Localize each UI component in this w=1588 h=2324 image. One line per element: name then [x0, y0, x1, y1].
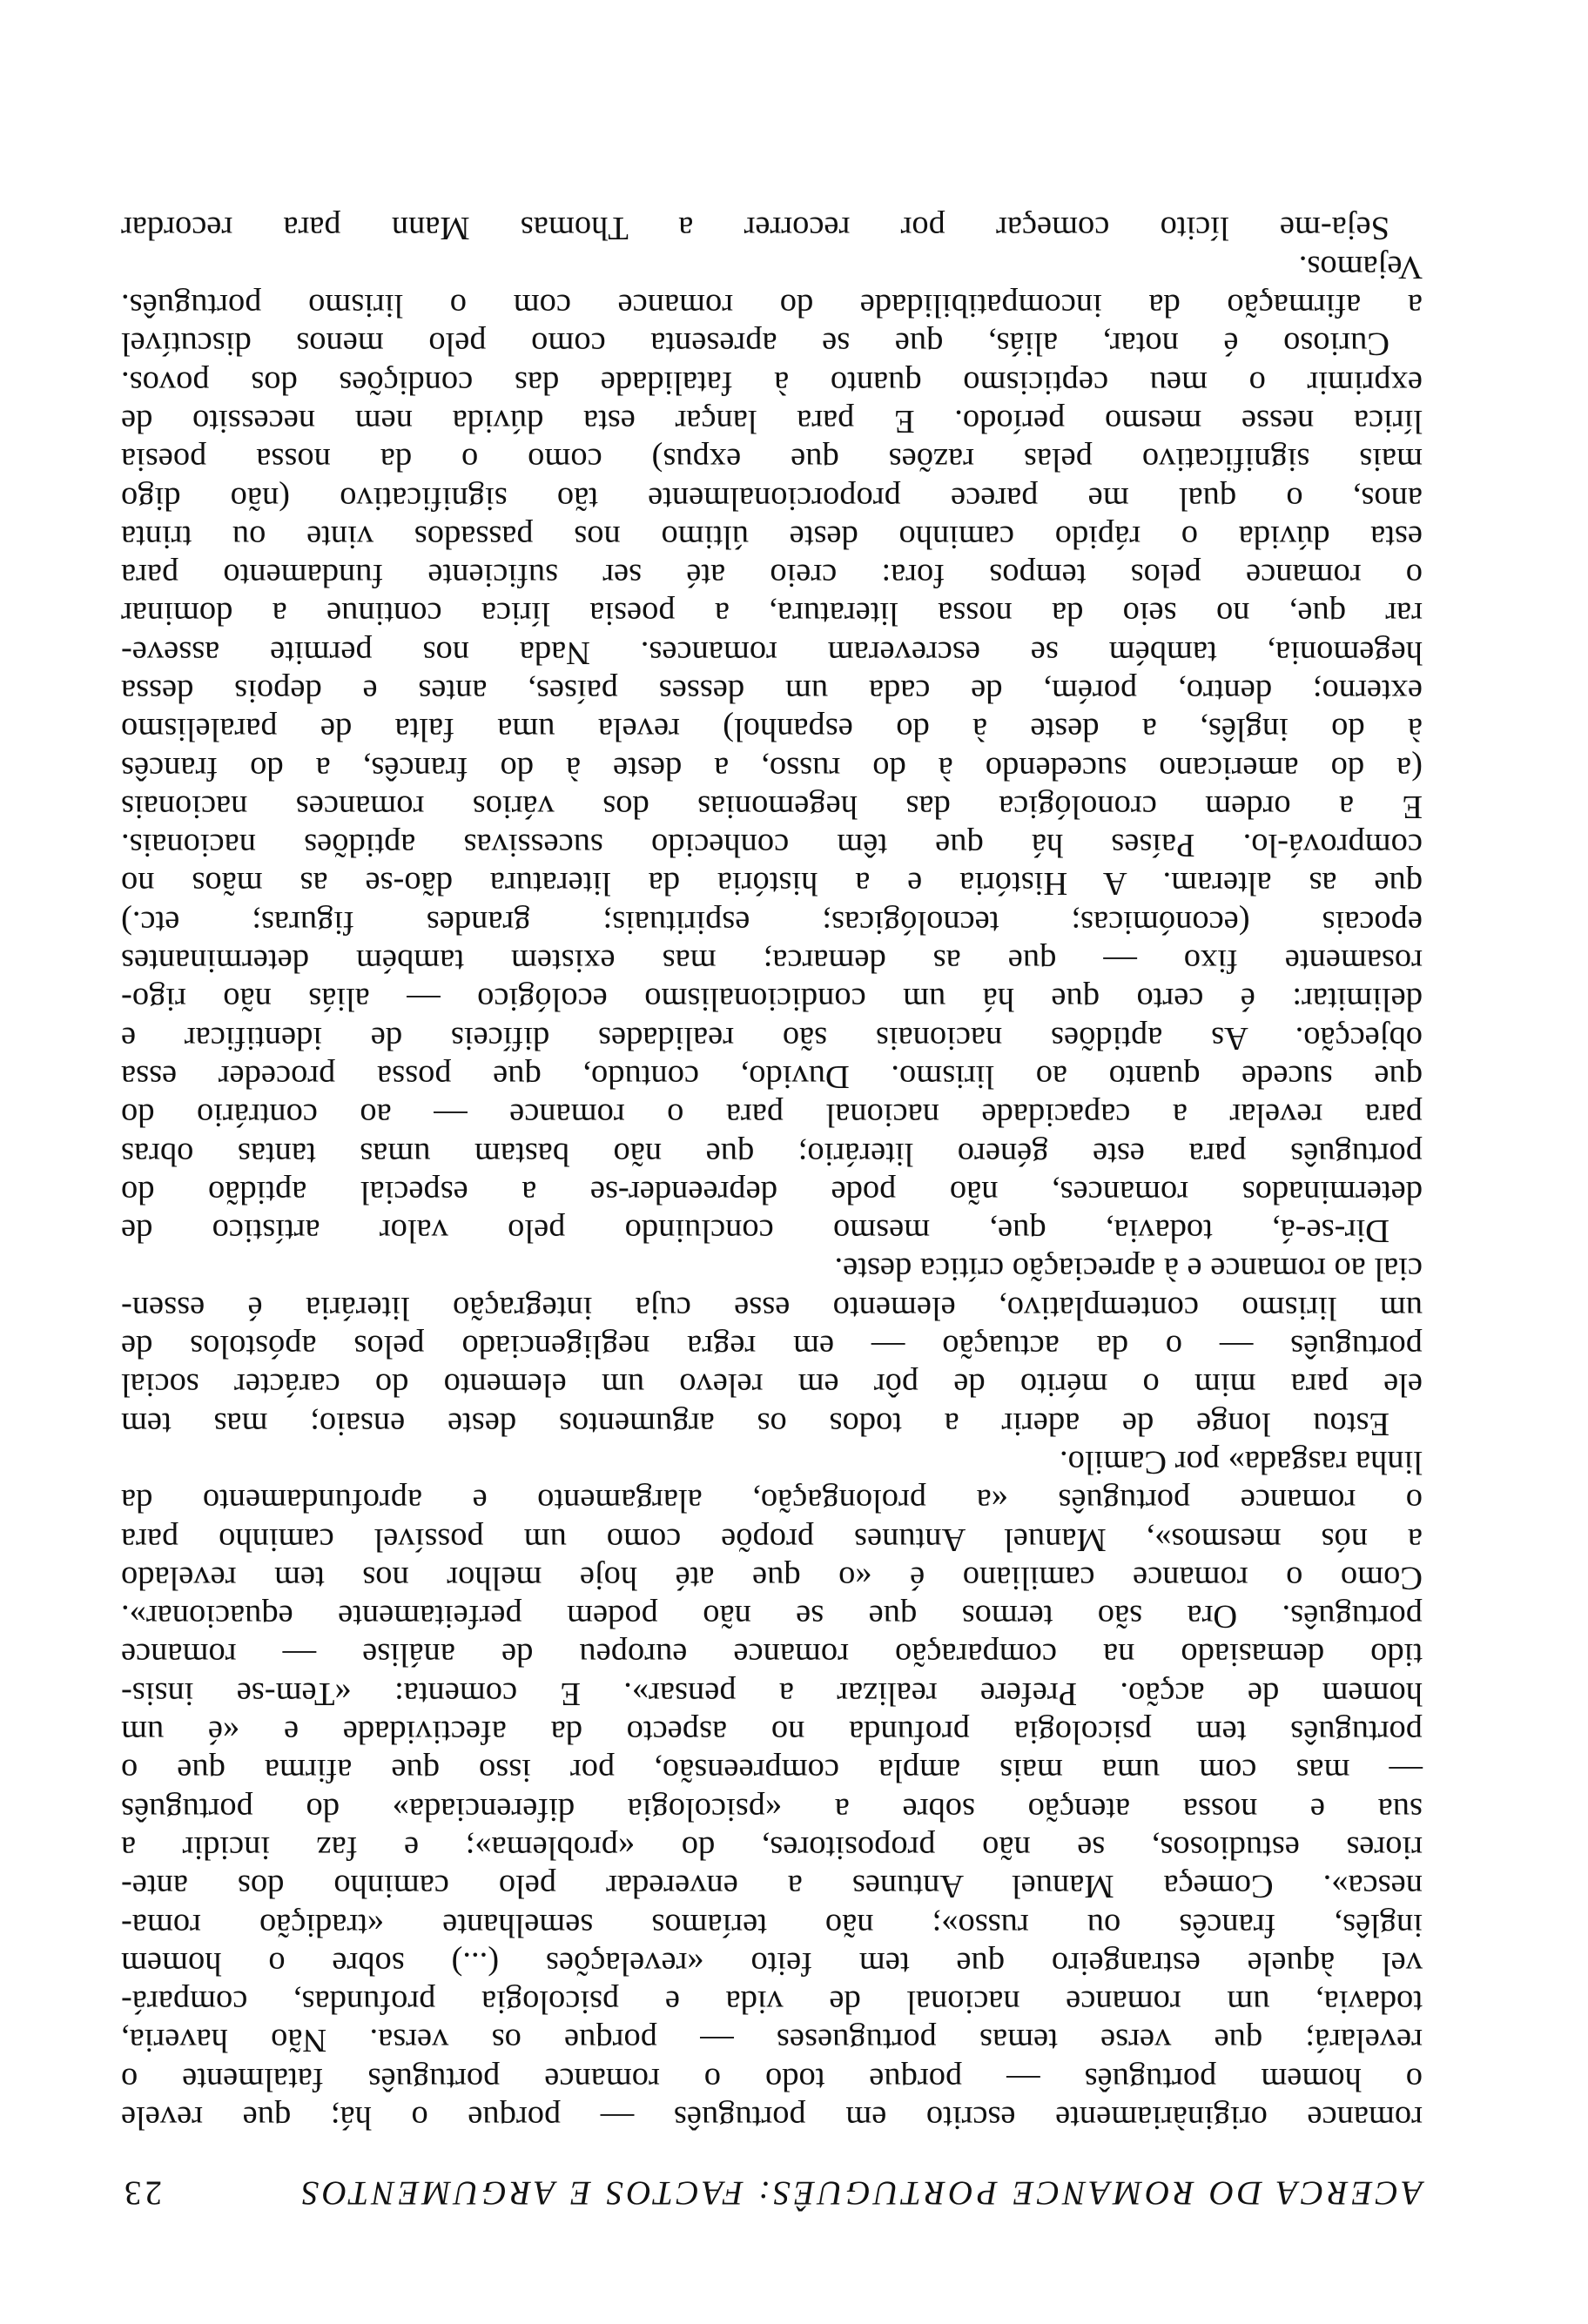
- text-line: nesca». Começa Manuel Antunes a enveredar pelo caminho dos ante-: [121, 1868, 1423, 1905]
- text-line: português — o da actuação — em regra negligenciado pelos apóstolos de: [121, 1328, 1423, 1366]
- text-line: tido demasiado na comparação romance europeu de análise — romance: [121, 1636, 1423, 1674]
- text-line: epocais (económicas; tecnológicas; espirituais; grandes figuras; etc.): [121, 903, 1423, 941]
- text-line: o romance pelos tempos fora: creio até ser suficiente fundamento para: [121, 557, 1423, 594]
- running-header: [121, 2173, 1423, 2213]
- text-line: inglês, francês ou russo»; não teríamos semelhante «tradição roma-: [121, 1906, 1423, 1944]
- text-line: romance originàriamente escrito em português — porque o há; que revele: [121, 2099, 1423, 2136]
- page-number: 23: [121, 2174, 162, 2212]
- running-title: ACERCA DO ROMANCE PORTUGUÊS: FACTOS E ARGUMENTOS: [298, 2174, 1423, 2212]
- text-line: sua e nossa atenção sobre a «psicologia diferenciada» do português: [121, 1790, 1423, 1828]
- text-line: Como o romance camiliano é «o que até hoje melhor nos tem revelado: [121, 1559, 1423, 1596]
- text-line: (a do americano sucedendo à do russo, a deste à do francês, a do francês: [121, 749, 1423, 787]
- text-line: determinados romances, não pode depreender-se a especial aptidão do: [121, 1173, 1423, 1211]
- text-line: exprimir o meu cepticismo quanto à fatalidade das condições dos povos.: [121, 364, 1423, 401]
- text-line: homem de acção. Prefere realizar a pensar». E comenta: «Tem-se insis-: [121, 1675, 1423, 1712]
- text-line: rosamente fixo — que as demarca; mas existem também determinantes: [121, 943, 1423, 980]
- text-line: Estou longe de aderir a todos os argumentos deste ensaio; mas tem: [121, 1405, 1390, 1442]
- text-line: português para este género literário; que não bastam umas tantas obras: [121, 1135, 1423, 1172]
- text-line: Dir-se-á, todavia, que, mesmo concluindo pelo valor artístico de: [121, 1212, 1390, 1250]
- text-line: E a ordem cronológica das hegemonias dos vários romances nacionais: [121, 788, 1423, 825]
- text-line: Curioso é notar, aliás, que se apresenta como pelo menos discutível: [121, 326, 1390, 363]
- text-line: um lirismo contemplativo, elemento esse cuja integração literária é essen-: [121, 1289, 1423, 1327]
- text-line: português tem psicologia profunda no aspecto da afectividade e «é um: [121, 1714, 1423, 1751]
- text-line: cial ao romance e à apreciação crítica deste.: [834, 1251, 1423, 1288]
- text-line: a nós mesmos», Manuel Antunes propõe como um possível caminho para: [121, 1521, 1423, 1558]
- text-line: mais significativo pelas razões que expus) como o da nossa poesia: [121, 441, 1423, 479]
- text-line: — mas com uma mais ampla compreensão, por isso que afirma que o: [121, 1752, 1423, 1790]
- text-line: delimitar: é certo que há um condicionalismo ecológico — aliás não rigo-: [121, 981, 1423, 1018]
- text-line: esta dúvida o rápido caminho deste último nos passados vinte ou trinta: [121, 518, 1423, 555]
- text-line: objecção. As aptidões nacionais são realidades difíceis de identificar e: [121, 1019, 1423, 1057]
- text-line: ele para mim o mérito de pôr em relevo um elemento do carácter social: [121, 1367, 1423, 1404]
- body-text: [121, 209, 1423, 2137]
- text-line: revelará; que verse temas portugueses — porque os versa. Não haveria,: [121, 2022, 1423, 2059]
- text-line: riores estudiosos, se não propositores, do «problema»; e faz incidir a: [121, 1829, 1423, 1866]
- text-line: hegemonia, também se escreveram romances. Nada nos permite asseve-: [121, 634, 1423, 671]
- text-line: para revelar a capacidade nacional para o romance — ao contrário do: [121, 1097, 1423, 1134]
- text-line: português. Ora são termos que se não podem perfeitamente equacionar».: [121, 1598, 1423, 1636]
- text-line: lírica nesse mesmo período. E para lançar esta dúvida nem necessito de: [121, 402, 1423, 440]
- text-line: à do inglês, a deste à do espanhol) revela uma falta de paralelismo: [121, 711, 1423, 749]
- text-line: que sucede quanto ao lirismo. Duvido, contudo, que possa proceder essa: [121, 1058, 1423, 1095]
- text-line: o homem português — porque todo o romance português fatalmente o: [121, 2060, 1423, 2098]
- text-line: Seja-me lícito começar por recorrer a Thomas Mann para recordar: [121, 210, 1390, 247]
- text-line: linha rasgada» por Camilo.: [1060, 1443, 1423, 1481]
- text-line: Vejamos.: [1298, 248, 1423, 285]
- text-line: todavia, um romance nacional de vida e psicologia profundas, compará-: [121, 1984, 1423, 2021]
- text-line: vel àquele estrangeiro que tem feito «revelações (...) sobre o homem: [121, 1945, 1423, 1982]
- text-line: que as alteram. A História e a história da literatura dão-se as mãos no: [121, 865, 1423, 903]
- text-line: rar que, no seio da nossa literatura, a poesia lírica continue a dominar: [121, 595, 1423, 633]
- text-line: externo; dentro, porém, de cada um desses países, antes e depois dessa: [121, 673, 1423, 710]
- text-line: comprová-lo. Países há que têm conhecido sucessivas aptidões nacionais.: [121, 827, 1423, 864]
- text-line: anos, o qual me parece proporcionalmente tão significativo (não digo: [121, 480, 1423, 517]
- text-line: a afirmação da incompatibilidade do romance com o lirismo português.: [121, 287, 1423, 325]
- text-line: o romance português «a prolongação, alargamento e aprofundamento da: [121, 1482, 1423, 1520]
